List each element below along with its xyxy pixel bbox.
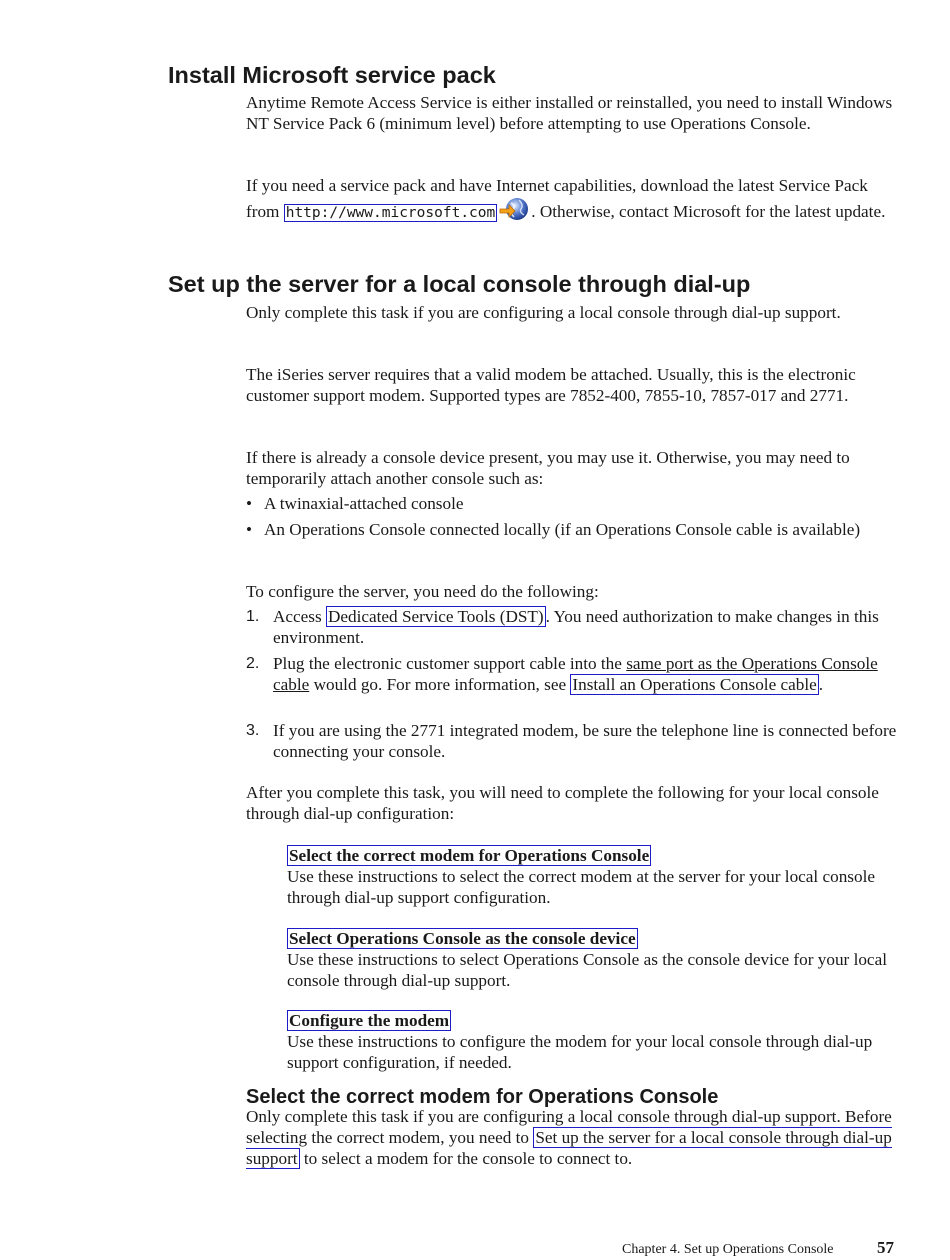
paragraph: The iSeries server requires that a valid modem be attached. Usually, this is the electronic customer support modem. Supported types are 7852-400, 7855-10, 7857-017 and 2771. (246, 365, 856, 405)
page-number: 57 (877, 1238, 894, 1257)
paragraph: If there is already a console device present, you may use it. Otherwise, you may need to temporarily attach another console such as: (246, 448, 850, 488)
select-console-device-link[interactable]: Select Operations Console as the console device (289, 929, 636, 948)
paragraph: Anytime Remote Access Service is either installed or reinstalled, you need to install Windows NT Service Pack 6 (minimum level) before attempting to use Operations Console. (246, 93, 893, 133)
same-port-underline-text: same port as the Operations Console cable (273, 654, 878, 694)
paragraph-text: If you need a service pack and have Internet capabilities, download the latest Service Pack from (246, 176, 868, 221)
dst-link[interactable]: Dedicated Service Tools (DST) (327, 607, 544, 626)
subtask (287, 928, 899, 991)
step-text-part: would go. For more information, see (309, 674, 571, 694)
globe-arrow-icon[interactable] (499, 197, 531, 229)
subtask-description: Use these instructions to select Operations Console as the console device for your local console through dial-up support. (287, 949, 887, 990)
bullet-marker: • (246, 520, 253, 539)
paragraph: After you complete this task, you will need to complete the following for your local console through dial-up configuration: (246, 783, 879, 823)
step-number: 3. (246, 722, 260, 739)
step-number: 1. (246, 608, 260, 625)
step-text-part: Plug the electronic customer support cable into the (273, 654, 627, 673)
configure-modem-link[interactable]: Configure the modem (289, 1011, 450, 1030)
select-modem-link[interactable]: Select the correct modem for Operations Console (289, 846, 650, 865)
set-up-server-link[interactable]: Set up the server for a local console through dial-up support (246, 1127, 892, 1168)
subtask (287, 1010, 899, 1073)
install-cable-link[interactable]: Install an Operations Console cable (572, 674, 817, 694)
microsoft-link[interactable]: http://www.microsoft.com (285, 204, 496, 221)
step-text (273, 654, 898, 696)
paragraph-text: Only complete this task if you are configuring a local console through dial-up support. Before selecting the correct modem, you need to (246, 1107, 892, 1147)
subtask (287, 845, 899, 908)
subtask-description: Use these instructions to select the correct modem at the server for your local console through dial-up support configuration. (287, 866, 875, 907)
list-item-text: A twinaxial-attached console (264, 494, 464, 513)
step-text-part: Access (273, 607, 326, 626)
list-item (246, 520, 898, 541)
step-text: If you are using the 2771 integrated modem, be sure the telephone line is connected before connecting your console. (273, 721, 897, 761)
step-item (246, 607, 898, 649)
step-text-part: . You need authorization to make changes in this environment. (273, 607, 879, 647)
list-item (246, 494, 898, 515)
paragraph-text: . Otherwise, contact Microsoft for the latest update. (531, 201, 886, 221)
subtask-description: Use these instructions to configure the modem for your local console through dial-up support configuration, if needed. (287, 1031, 873, 1072)
list-item-text: An Operations Console connected locally (if an Operations Console cable is available) (264, 520, 861, 539)
step-number: 2. (246, 655, 260, 672)
step-item (246, 721, 898, 763)
bullet-marker: • (246, 494, 253, 513)
step-text (273, 607, 898, 649)
paragraph (246, 1107, 898, 1169)
section-title-install-service-pack: Install Microsoft service pack (168, 62, 496, 88)
paragraph: Only complete this task if you are configuring a local console through dial-up support. (246, 303, 841, 322)
step-item (246, 654, 898, 696)
paragraph: To configure the server, you need do the following: (246, 582, 599, 601)
section-title-set-up-server: Set up the server for a local console through dial-up (168, 271, 751, 297)
chapter-footer: Chapter 4. Set up Operations Console (622, 1242, 834, 1257)
section-title-select-modem: Select the correct modem for Operations Console (246, 1086, 719, 1108)
paragraph (246, 176, 898, 229)
paragraph-text: to select a modem for the console to connect to. (299, 1148, 633, 1168)
step-text-part: . (818, 674, 824, 694)
